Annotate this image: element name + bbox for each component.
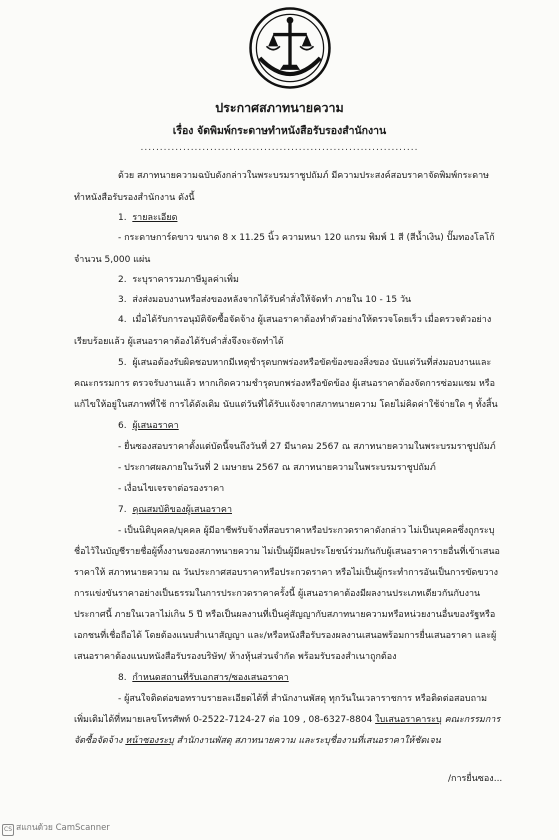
section-7-line-6: เอกชนที่เชื่อถือได้ โดยต้องแนบสำเนาสัญญา และ/หรือหนังสือรับรองผลงานเสนอพร้อมการยื่นเสนอราคา และผู้ [74,631,497,641]
continuation-note: /การยื่นซอง... [448,774,503,784]
section-6-line-1: - ยื่นซองสอบราคาตั้งแต่บัดนี้จนถึงวันที่ 27 มีนาคม 2567 ณ สภาทนายความในพระบรมราชูปถัมภ์ [118,442,496,452]
section-6-line-3: - เงื่อนไขเจรจาต่อรองราคา [118,484,225,494]
section-8-line-3 [74,735,441,747]
council-seal-logo [248,6,332,90]
intro-line-1: ด้วย สภาทนายความฉบับดังกล่าวในพระบรมราชูปถัมภ์ มีความประสงค์สอบราคาจัดพิมพ์กระดาษ [118,171,490,181]
section-1-line-2: จำนวน 5,000 แผ่น [74,255,151,265]
section-8-heading [118,672,289,684]
section-number: 5. [118,358,127,368]
section-text: เมื่อได้รับการอนุมัติจัดซื้อจัดจ้าง ผู้เสนอราคาต้องทำตัวอย่างให้ตรวจโดยเร็ว เมื่อตรวจตัวอย่าง [132,315,492,325]
section-text: ส่งส่งมอบงานหรือส่งของหลังจากได้รับคำสั่งให้จัดทำ ภายใน 10 - 15 วัน [132,295,412,305]
section-4-line-2: เรียบร้อยแล้ว ผู้เสนอราคาต้องได้รับคำสั่งจึงจะจัดทำได้ [74,337,284,347]
section-7-line-1: - เป็นนิติบุคคล/บุคคล ผู้มีอาชีพรับจ้างที่สอบราคาหรือประกวดราคาดังกล่าว ไม่เป็นบุคคลซึ่งถูกระบุ [118,526,495,536]
section-title: กำหนดสถานที่รับเอกสาร/ซองเสนอราคา [132,673,289,683]
quote-label: ใบเสนอราคาระบุ [375,715,442,725]
scanner-text: สแกนด้วย CamScanner [16,823,110,833]
envelope-text: สำนักงานพัสดุ สภาทนายความ และระบุชื่องานที่เสนอราคาให้ชัดเจน [173,736,441,746]
section-7-line-3: ราคาให้ สภาทนายความ ณ วันประกาศสอบราคาหรือประกวดราคา หรือไม่เป็นผู้กระทำการอันเป็นการขัดขวาง [74,568,499,578]
section-6-line-2: - ประกาศผลภายในวันที่ 2 เมษายน 2567 ณ สภาทนายความในพระบรมราชูปถัมภ์ [118,463,436,473]
section-number: 8. [118,673,127,683]
section-title: ผู้เสนอราคา [132,421,179,431]
section-number: 1. [118,213,127,223]
section-4-line-1 [118,314,491,326]
section-title: รายละเอียด [132,213,178,223]
section-7-line-7: เสนอราคาต้องแนบหนังสือรับรองบริษัท/ ห้างหุ้นส่วนจำกัด พร้อมรับรองสำเนาถูกต้อง [74,652,397,662]
committee-text: จัดซื้อจัดจ้าง [74,736,126,746]
envelope-label: หน้าซองระบุ [125,736,174,746]
camscanner-icon: CS [2,824,14,836]
section-1-heading [118,212,177,224]
section-7-heading [118,504,232,516]
section-6-heading [118,420,179,432]
section-number: 6. [118,421,127,431]
section-number: 3. [118,295,127,305]
scanner-watermark [2,820,110,836]
section-3 [118,294,411,306]
section-text: ผู้เสนอต้องรับผิดชอบหากมีเหตุชำรุดบกพร่องหรือขัดข้องของสิ่งของ นับแต่วันที่ส่งมอบงานและ [132,358,492,368]
section-8-line-2 [74,714,500,726]
section-7-line-4: การแข่งขันราคาอย่างเป็นธรรมในการประกวดราคาครั้งนี้ ผู้เสนอราคาต้องมีผลงานประเภทเดียวกันกับงาน [74,589,481,599]
section-number: 7. [118,505,127,515]
section-1-line-1: - กระดาษการ์ดขาว ขนาด 8 x 11.25 นิ้ว ความหนา 120 แกรม พิมพ์ 1 สี (สีน้ำเงิน) ปั๊มทองโลโก้ [118,233,495,243]
section-number: 2. [118,275,127,285]
dotted-rule: ........................................................................ [140,143,419,153]
contact-phone-text: เพิ่มเติมได้ที่หมายเลขโทรศัพท์ 0-2522-7124-27 ต่อ 109 , 08-6327-8804 [74,715,376,725]
section-5-line-1 [118,357,491,369]
section-8-line-1: - ผู้สนใจติดต่อขอทราบรายละเอียดได้ที่ สำนักงานพัสดุ ทุกวันในเวลาราชการ หรือติดต่อสอบถาม [118,694,488,704]
page-title: ประกาศสภาทนายความ [215,100,344,115]
section-2 [118,274,239,286]
section-7-line-5: ประกาศนี้ ภายในเวลาไม่เกิน 5 ปี หรือเป็นผลงานที่เป็นคู่สัญญากับสภาทนายความหรือหน่วยงานอื่นของรัฐหรือ [74,610,496,620]
section-5-line-3: แก้ไขให้อยู่ในสภาพที่ใช้ การได้ดังเดิม นับแต่วันที่ได้รับแจ้งจากสภาทนายความ โดยไม่คิดค่าใช้จ่ายใด ๆ ทั้งสิ้น [74,400,498,410]
section-text: ระบุราคารวมภาษีมูลค่าเพิ่ม [132,275,239,285]
section-5-line-2: คณะกรรมการ ตรวจรับงานแล้ว หากเกิดความชำรุดบกพร่องหรือขัดข้อง ผู้เสนอราคาต้องจัดการซ่อมแซม หรือ [74,379,496,389]
subject-line: เรื่อง จัดพิมพ์กระดาษทำหนังสือรับรองสำนักงาน [172,125,387,137]
section-title: คุณสมบัติของผู้เสนอราคา [132,505,232,515]
section-number: 4. [118,315,127,325]
intro-line-2: ทำหนังสือรับรองสำนักงาน ดังนี้ [74,193,195,203]
section-7-line-2: ชื่อไว้ในบัญชีรายชื่อผู้ทิ้งงานของสภาทนายความ ไม่เป็นผู้มีผลประโยชน์ร่วมกันกับผู้เสนอราคารายอื่นที่เข้าเสนอ [74,547,500,557]
committee-text: คณะกรรมการ [441,715,501,725]
